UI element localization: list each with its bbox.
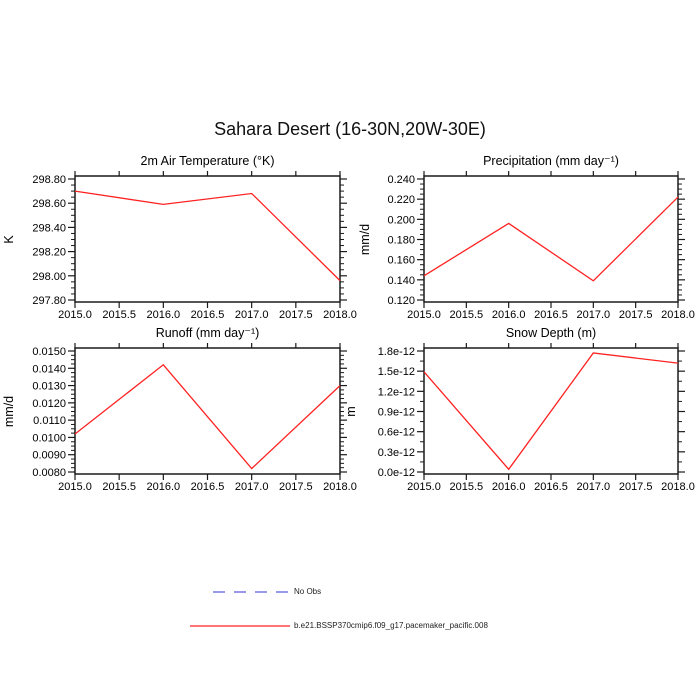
x-tick-label: 2017.0	[234, 481, 269, 493]
x-tick-label: 2015.5	[102, 309, 136, 321]
model-run-solid-line-swatch	[190, 620, 290, 632]
y-tick-label: 0.6e-12	[377, 426, 415, 439]
x-tick-label: 2015.5	[449, 481, 484, 493]
y-tick-label: 0.0150	[32, 346, 66, 358]
y-tick-label: 298.40	[32, 222, 66, 235]
y-tick-label: 0.0090	[32, 449, 66, 462]
series-line	[75, 191, 340, 281]
legend-item-no-obs	[190, 585, 670, 598]
x-tick-label: 2017.0	[234, 309, 269, 321]
no-obs-dashed-line-swatch	[190, 586, 290, 598]
plot-frame	[75, 348, 340, 474]
x-tick-label: 2015.0	[58, 481, 92, 493]
y-tick-label: 0.0110	[33, 415, 66, 428]
chart-runoff	[0, 317, 357, 503]
y-tick-label: 297.80	[32, 295, 66, 307]
y-tick-label: 0.0130	[32, 380, 66, 393]
y-tick-label: 0.3e-12	[377, 446, 415, 459]
chart-title: 2m Air Temperature (°K)	[140, 154, 275, 168]
y-axis	[32, 346, 347, 479]
y-tick-label: 0.9e-12	[377, 406, 415, 419]
x-tick-label: 2017.5	[618, 309, 653, 321]
plot-frame	[75, 176, 340, 302]
legend-label-no-obs: No Obs	[294, 587, 322, 596]
y-tick-label: 0.220	[387, 194, 415, 207]
x-tick-label: 2018.0	[661, 309, 695, 321]
x-tick-label: 2015.5	[102, 481, 136, 493]
chart-title: Snow Depth (m)	[505, 326, 597, 340]
x-tick-label: 2016.0	[146, 309, 181, 321]
legend	[190, 585, 670, 632]
series-line	[424, 353, 678, 469]
page-title: Sahara Desert (16-30N,20W-30E)	[214, 119, 486, 139]
chart-air-temperature	[0, 145, 357, 331]
plot-frame	[424, 176, 678, 302]
y-axis-label: m	[344, 406, 358, 417]
x-tick-label: 2018.0	[661, 481, 695, 493]
x-tick-label: 2018.0	[323, 309, 357, 321]
y-tick-label: 0.240	[387, 174, 415, 186]
chart-title: Precipitation (mm day⁻¹)	[483, 154, 619, 168]
chart-precipitation	[350, 145, 700, 331]
x-axis	[58, 171, 357, 321]
y-tick-label: 0.0140	[32, 363, 66, 376]
y-tick-label: 0.0e-12	[377, 467, 415, 479]
y-axis-label: mm/d	[358, 223, 372, 256]
y-axis	[387, 174, 685, 307]
legend-item-model-run	[190, 619, 670, 632]
y-tick-label: 298.00	[32, 270, 66, 283]
x-tick-label: 2016.0	[491, 481, 526, 493]
y-tick-label: 0.180	[387, 234, 415, 247]
y-tick-label: 0.200	[387, 214, 415, 227]
series-line	[75, 365, 340, 469]
x-tick-label: 2015.5	[449, 309, 484, 321]
x-tick-label: 2017.5	[618, 481, 653, 493]
y-tick-label: 298.60	[32, 198, 66, 211]
series-line	[424, 197, 678, 281]
x-axis	[407, 171, 695, 321]
x-tick-label: 2016.5	[534, 481, 568, 493]
y-tick-label: 0.160	[387, 254, 415, 267]
x-tick-label: 2016.0	[491, 309, 526, 321]
chart-snow-depth	[344, 317, 700, 503]
legend-label-model-run: b.e21.BSSP370cmip6.f09_g17.pacemaker_pacific.008	[294, 621, 488, 630]
y-tick-label: 0.140	[387, 274, 415, 287]
x-tick-label: 2017.0	[576, 309, 611, 321]
x-axis	[407, 343, 695, 493]
y-tick-label: 0.120	[387, 295, 415, 307]
x-tick-label: 2017.5	[279, 481, 313, 493]
y-tick-label: 1.2e-12	[377, 386, 415, 399]
x-tick-label: 2017.5	[279, 309, 313, 321]
x-tick-label: 2018.0	[323, 481, 357, 493]
y-tick-label: 0.0120	[32, 397, 66, 410]
x-axis	[58, 343, 357, 493]
x-tick-label: 2016.5	[190, 309, 225, 321]
y-tick-label: 0.0080	[32, 467, 66, 479]
y-tick-label: 0.0100	[32, 432, 66, 445]
y-tick-label: 1.8e-12	[377, 346, 415, 358]
y-tick-label: 298.20	[32, 246, 66, 259]
y-tick-label: 1.5e-12	[377, 366, 415, 379]
x-tick-label: 2016.5	[190, 481, 225, 493]
x-tick-label: 2017.0	[576, 481, 611, 493]
y-axis-label: mm/d	[2, 395, 16, 428]
y-tick-label: 298.80	[32, 174, 66, 186]
x-tick-label: 2015.0	[58, 309, 92, 321]
x-tick-label: 2016.5	[534, 309, 568, 321]
x-tick-label: 2016.0	[146, 481, 181, 493]
x-tick-label: 2015.0	[407, 481, 441, 493]
y-axis-label: K	[2, 235, 16, 244]
chart-title: Runoff (mm day⁻¹)	[155, 326, 260, 340]
x-tick-label: 2015.0	[407, 309, 441, 321]
